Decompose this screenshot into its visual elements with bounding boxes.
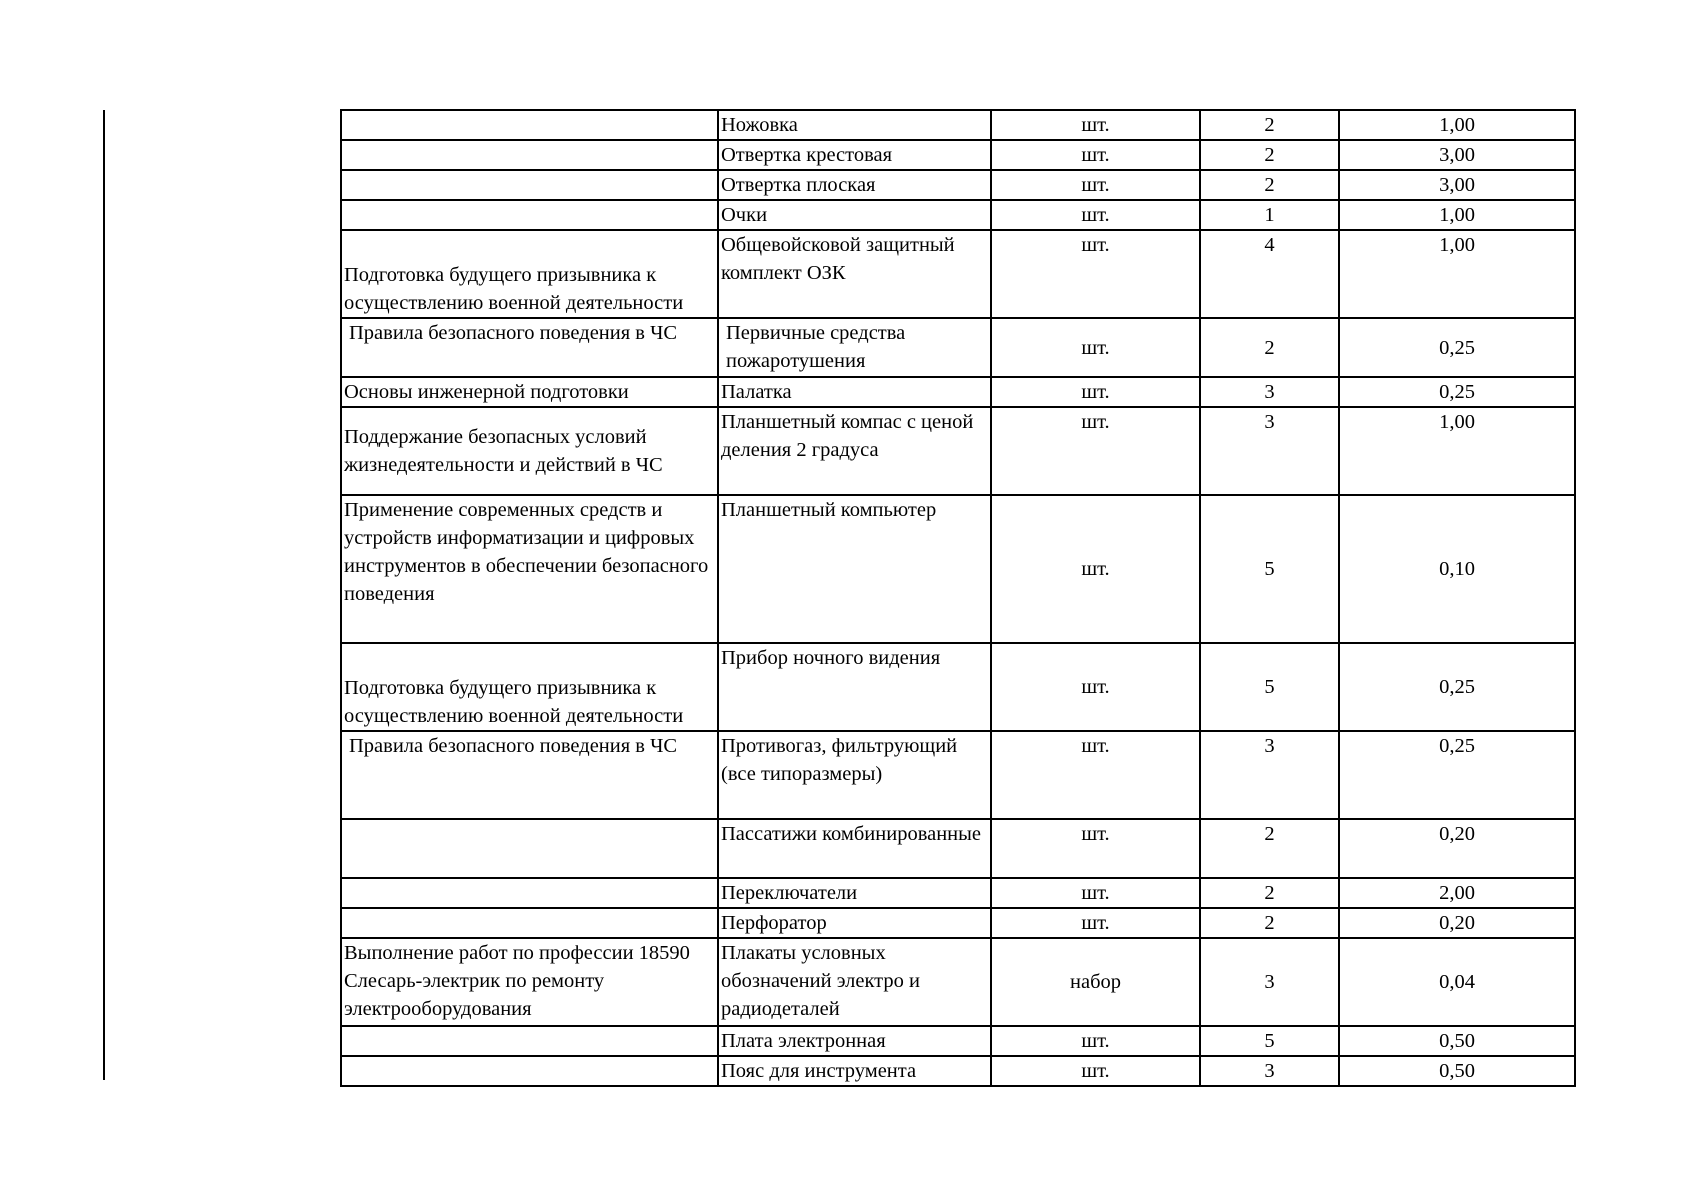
table-row	[341, 230, 1575, 318]
table-row	[341, 1026, 1575, 1056]
item-cell: Очки	[718, 200, 991, 230]
item-cell: Ножовка	[718, 110, 991, 140]
page-margin-line	[103, 110, 105, 1080]
unit-cell: шт.	[991, 908, 1200, 938]
unit-cell: шт.	[991, 230, 1200, 318]
unit-cell: шт.	[991, 819, 1200, 878]
topic-cell	[341, 200, 718, 230]
table-row	[341, 200, 1575, 230]
qty-cell: 5	[1200, 643, 1339, 731]
topic-cell: Подготовка будущего призывника к осуществлению военной деятельности	[341, 643, 718, 731]
unit-cell: шт.	[991, 407, 1200, 495]
qty-cell: 2	[1200, 110, 1339, 140]
table-row	[341, 643, 1575, 731]
table-row	[341, 1056, 1575, 1086]
table-row	[341, 495, 1575, 643]
unit-cell: шт.	[991, 1056, 1200, 1086]
item-cell: Прибор ночного видения	[718, 643, 991, 731]
coef-cell: 1,00	[1339, 200, 1575, 230]
coef-cell: 0,20	[1339, 819, 1575, 878]
topic-cell	[341, 1056, 718, 1086]
topic-cell	[341, 878, 718, 908]
coef-cell: 3,00	[1339, 140, 1575, 170]
topic-cell	[341, 819, 718, 878]
topic-cell: Подготовка будущего призывника к осуществлению военной деятельности	[341, 230, 718, 318]
unit-cell: шт.	[991, 878, 1200, 908]
item-cell: Общевойсковой защитный комплект ОЗК	[718, 230, 991, 318]
topic-cell: Выполнение работ по профессии 18590 Слесарь-электрик по ремонту электрооборудования	[341, 938, 718, 1026]
coef-cell: 0,50	[1339, 1026, 1575, 1056]
item-cell: Плакаты условных обозначений электро и радиодеталей	[718, 938, 991, 1026]
table-row	[341, 170, 1575, 200]
coef-cell: 3,00	[1339, 170, 1575, 200]
table-row	[341, 318, 1575, 377]
table-row	[341, 878, 1575, 908]
item-cell: Пояс для инструмента	[718, 1056, 991, 1086]
topic-cell	[341, 1026, 718, 1056]
table-row	[341, 140, 1575, 170]
unit-cell: шт.	[991, 377, 1200, 407]
coef-cell: 0,25	[1339, 377, 1575, 407]
table-row	[341, 908, 1575, 938]
topic-cell: Правила безопасного поведения в ЧС	[341, 318, 718, 377]
qty-cell: 3	[1200, 377, 1339, 407]
qty-cell: 2	[1200, 908, 1339, 938]
coef-cell: 0,25	[1339, 318, 1575, 377]
item-cell: Противогаз, фильтрующий (все типоразмеры)	[718, 731, 991, 819]
table-row	[341, 938, 1575, 1026]
qty-cell: 2	[1200, 140, 1339, 170]
qty-cell: 2	[1200, 878, 1339, 908]
table-row	[341, 819, 1575, 878]
unit-cell: шт.	[991, 318, 1200, 377]
topic-cell	[341, 908, 718, 938]
table-row	[341, 731, 1575, 819]
unit-cell: шт.	[991, 731, 1200, 819]
item-cell: Переключатели	[718, 878, 991, 908]
coef-cell: 0,20	[1339, 908, 1575, 938]
item-cell: Отвертка крестовая	[718, 140, 991, 170]
qty-cell: 2	[1200, 318, 1339, 377]
unit-cell: шт.	[991, 495, 1200, 643]
coef-cell: 0,04	[1339, 938, 1575, 1026]
topic-cell: Основы инженерной подготовки	[341, 377, 718, 407]
topic-cell: Правила безопасного поведения в ЧС	[341, 731, 718, 819]
qty-cell: 2	[1200, 170, 1339, 200]
topic-cell	[341, 140, 718, 170]
qty-cell: 5	[1200, 1026, 1339, 1056]
item-cell: Отвертка плоская	[718, 170, 991, 200]
qty-cell: 4	[1200, 230, 1339, 318]
topic-cell: Применение современных средств и устройств информатизации и цифровых инструментов в обеспечении безопасного поведения	[341, 495, 718, 643]
unit-cell: шт.	[991, 110, 1200, 140]
coef-cell: 0,25	[1339, 643, 1575, 731]
table-row	[341, 377, 1575, 407]
qty-cell: 3	[1200, 731, 1339, 819]
item-cell: Перфоратор	[718, 908, 991, 938]
coef-cell: 1,00	[1339, 407, 1575, 495]
topic-cell	[341, 110, 718, 140]
unit-cell: шт.	[991, 170, 1200, 200]
coef-cell: 0,50	[1339, 1056, 1575, 1086]
item-cell: Планшетный компьютер	[718, 495, 991, 643]
item-cell: Планшетный компас с ценой деления 2 градуса	[718, 407, 991, 495]
coef-cell: 1,00	[1339, 110, 1575, 140]
qty-cell: 2	[1200, 819, 1339, 878]
qty-cell: 1	[1200, 200, 1339, 230]
qty-cell: 3	[1200, 938, 1339, 1026]
coef-cell: 0,25	[1339, 731, 1575, 819]
item-cell: Плата электронная	[718, 1026, 991, 1056]
item-cell: Пассатижи комбинированные	[718, 819, 991, 878]
item-cell: Первичные средства пожаротушения	[718, 318, 991, 377]
topic-cell	[341, 170, 718, 200]
unit-cell: шт.	[991, 140, 1200, 170]
coef-cell: 0,10	[1339, 495, 1575, 643]
table-row	[341, 407, 1575, 495]
equipment-table	[340, 109, 1576, 1087]
unit-cell: набор	[991, 938, 1200, 1026]
coef-cell: 1,00	[1339, 230, 1575, 318]
qty-cell: 3	[1200, 407, 1339, 495]
qty-cell: 3	[1200, 1056, 1339, 1086]
unit-cell: шт.	[991, 643, 1200, 731]
unit-cell: шт.	[991, 200, 1200, 230]
item-cell: Палатка	[718, 377, 991, 407]
table-row	[341, 110, 1575, 140]
qty-cell: 5	[1200, 495, 1339, 643]
unit-cell: шт.	[991, 1026, 1200, 1056]
coef-cell: 2,00	[1339, 878, 1575, 908]
topic-cell: Поддержание безопасных условий жизнедеятельности и действий в ЧС	[341, 407, 718, 495]
